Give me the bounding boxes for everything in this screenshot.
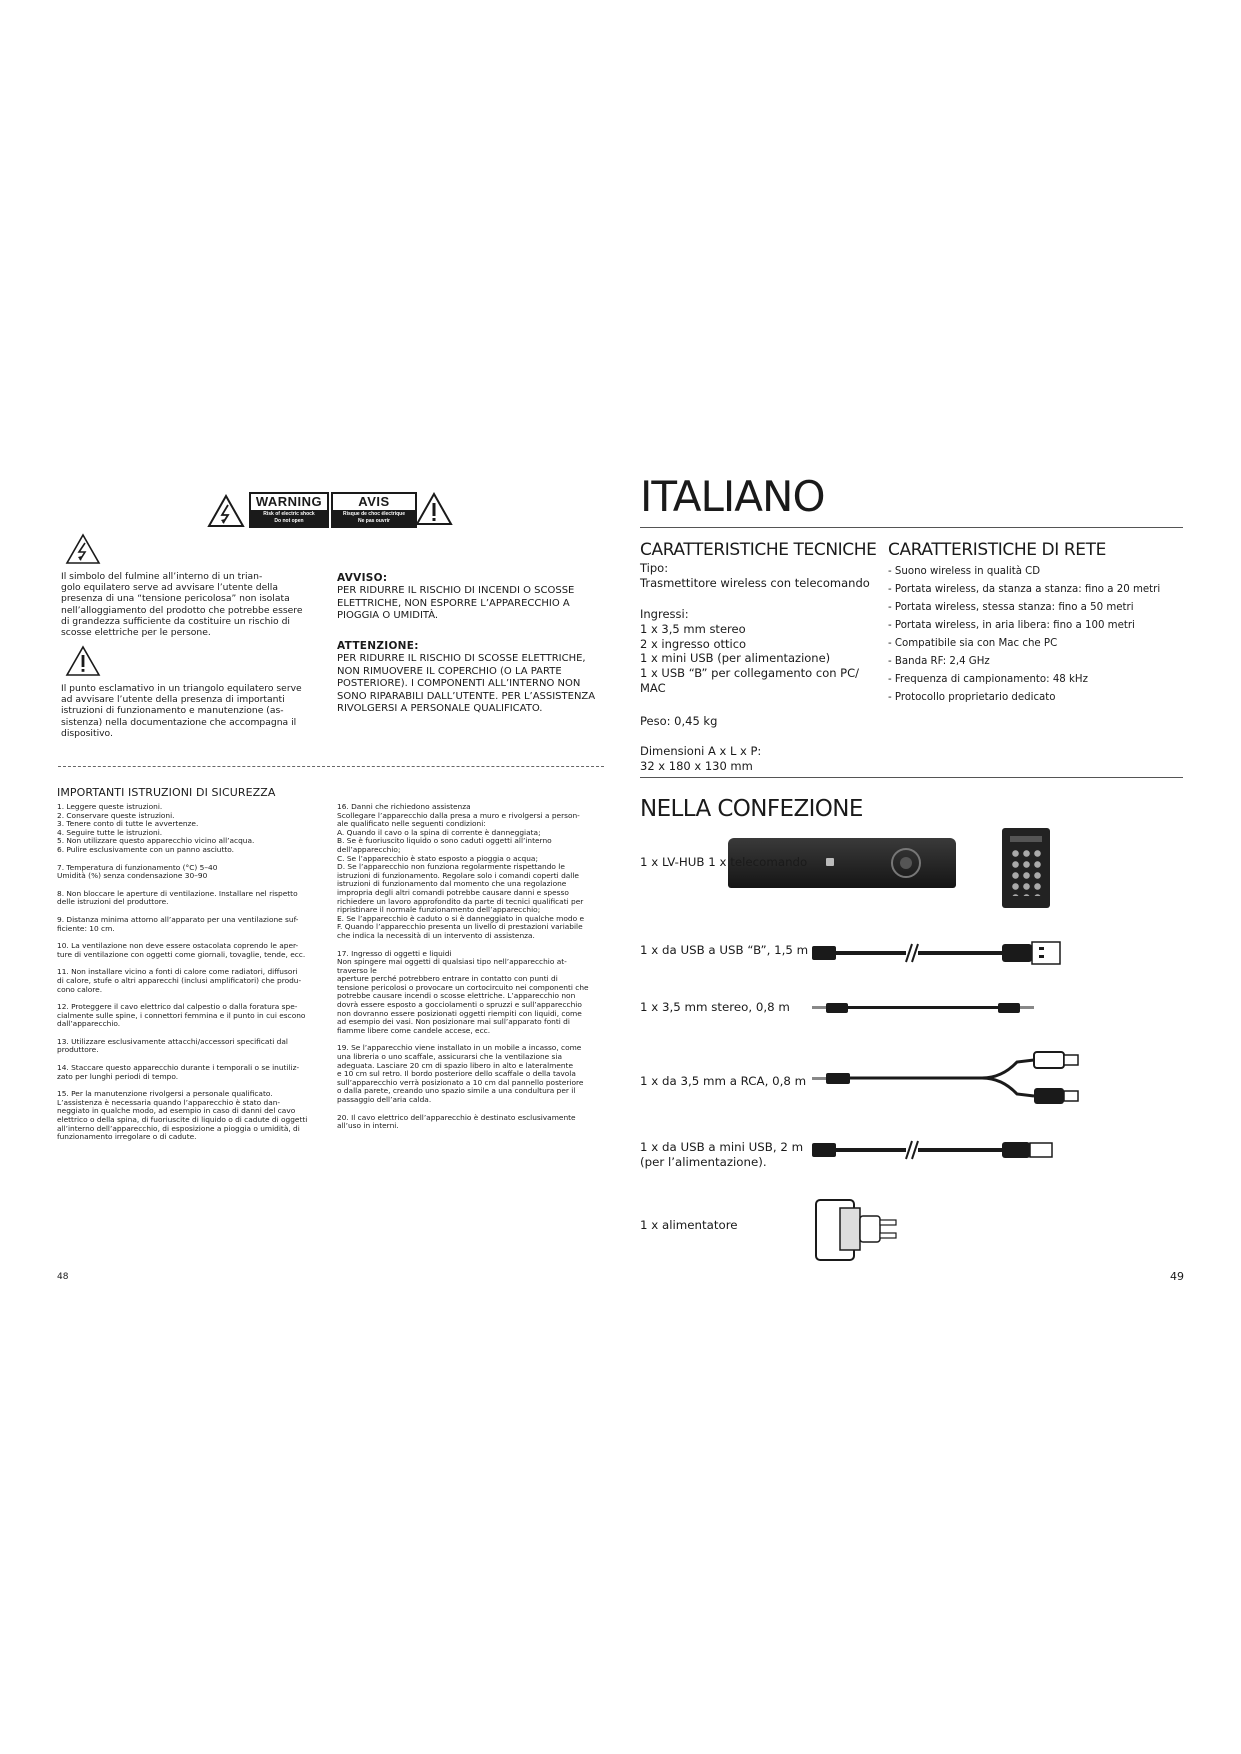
tech-weight: Peso: 0,45 kg bbox=[640, 714, 718, 728]
tech-specs-title: CARATTERISTICHE TECNICHE bbox=[640, 540, 877, 560]
safety-item-8: 8. Non bloccare le aperture di ventilazione. Installare nel rispetto delle istruzioni del produttore. bbox=[57, 888, 298, 907]
box-item-stereo: 1 x 3,5 mm stereo, 0,8 m bbox=[640, 1000, 790, 1014]
warning-header bbox=[207, 492, 443, 528]
safety-item-10: 10. La ventilazione non deve essere ostacolata coprendo le aper- ture di ventilazione con oggetti come giornali, tovaglie, tende, ecc. bbox=[57, 941, 306, 959]
safety-item-12: 12. Proteggere il cavo elettrico dal calpestio o dalla foratura spe- cialmente sulle spine, i connettori femmina e il punto in cui escono dall’apparecchio. bbox=[57, 1002, 306, 1029]
avis-badge-line2: Ne pas ouvrir bbox=[358, 518, 390, 524]
exclamation-symbol-icon bbox=[65, 645, 101, 677]
safety-item-9: 9. Distanza minima attorno all’apparato per una ventilazione suf- ficiente: 10 cm. bbox=[57, 914, 299, 933]
exclamation-description: Il punto esclamativo in un triangolo equilatero serve ad avvisare l’utente della presenza di importanti istruzioni di funzionamento e manutenzione (as- sistenza) nella documentazione che accompagna il dispositivo. bbox=[61, 683, 302, 739]
stereo-cable-image bbox=[812, 998, 1034, 1018]
safety-item-13: 13. Utilizzare esclusivamente attacchi/accessori specificati dal produttore. bbox=[57, 1036, 288, 1055]
warning-badge-subtitle bbox=[251, 510, 327, 527]
network-specs-list bbox=[888, 563, 1188, 707]
safety-item-7: 7. Temperatura di funzionamento (°C) 5–40 Umidità (%) senza condensazione 30–90 bbox=[57, 862, 218, 881]
usb-b-cable-image bbox=[812, 938, 1064, 968]
network-spec-item: - Compatibile sia con Mac che PC bbox=[888, 638, 1058, 649]
avis-badge-title: AVIS bbox=[358, 494, 390, 509]
power-adapter-image bbox=[812, 1194, 904, 1264]
network-spec-item: - Portata wireless, da stanza a stanza: fino a 20 metri bbox=[888, 584, 1161, 595]
remote-control-image bbox=[1002, 828, 1050, 908]
box-item-usb-b: 1 x da USB a USB “B”, 1,5 m bbox=[640, 943, 809, 957]
page-number-right: 49 bbox=[1170, 1270, 1184, 1283]
network-spec-item: - Portata wireless, stessa stanza: fino a 50 metri bbox=[888, 602, 1134, 613]
safety-column-2 bbox=[337, 803, 605, 1131]
safety-item-15: 15. Per la manutenzione rivolgersi a personale qualificato. L’assistenza è necessaria quando l’apparecchio è stato dan- neggiato in qualche modo, ad esempio in caso di danni del cavo elettrico o della spina, di fuoriuscite di liquido o di cadute di oggetti all’interno dell’apparecchio, di esposizione a pioggia o umidità, di funzionamento irregolare o di cadute. bbox=[57, 1089, 308, 1142]
tech-type: Tipo: Trasmettitore wireless con telecomando bbox=[640, 561, 870, 590]
network-spec-item: - Portata wireless, in aria libera: fino a 100 metri bbox=[888, 620, 1135, 631]
avis-badge-subtitle bbox=[333, 510, 415, 527]
box-item-power-adapter: 1 x alimentatore bbox=[640, 1218, 738, 1232]
network-spec-item: - Frequenza di campionamento: 48 kHz bbox=[888, 674, 1088, 685]
attenzione-text: PER RIDURRE IL RISCHIO DI SCOSSE ELETTRICHE, NON RIMUOVERE IL COPERCHIO (O LA PARTE POSTERIORE). I COMPONENTI ALL’INTERNO NON SONO RIPARABILI DALL’UTENTE. PER L’ASSISTENZA RIVOLGERSI A PERSONALE QUALIFICATO. bbox=[337, 653, 596, 715]
rca-cable-image bbox=[812, 1048, 1084, 1110]
exclamation-triangle-icon bbox=[415, 492, 453, 526]
remote-display bbox=[1010, 836, 1042, 842]
safety-item-20: 20. Il cavo elettrico dell’apparecchio è destinato esclusivamente all’uso in interni. bbox=[337, 1112, 576, 1131]
network-spec-item: - Protocollo proprietario dedicato bbox=[888, 692, 1056, 703]
network-spec-item: - Banda RF: 2,4 GHz bbox=[888, 656, 990, 667]
remote-buttons bbox=[1010, 848, 1042, 896]
avis-badge-line1: Risque de choc électrique bbox=[343, 511, 405, 517]
page-number-left: 48 bbox=[57, 1272, 69, 1282]
title-rule bbox=[640, 527, 1183, 528]
safety-item-19: 19. Se l’apparecchio viene installato in un mobile a incasso, come una libreria o uno scaffale, assicurarsi che la ventilazione sia adeguata. Lasciare 20 cm di spazio libero in alto e lateralmente e 10 cm sul retro. Il bordo posteriore dello scaffale o della tavola sull’apparecchio verrà posizionato a 10 cm dal pannello posteriore o dalla parete, creando uno spazio simile a una condultura per il passaggio dell’aria calda. bbox=[337, 1043, 584, 1104]
safety-title: IMPORTANTI ISTRUZIONI DI SICUREZZA bbox=[57, 786, 276, 799]
hub-logo bbox=[826, 858, 834, 866]
box-contents-title: NELLA CONFEZIONE bbox=[640, 796, 863, 822]
tech-dimensions: Dimensioni A x L x P: 32 x 180 x 130 mm bbox=[640, 744, 762, 773]
tech-inputs: Ingressi: 1 x 3,5 mm stereo 2 x ingresso ottico 1 x mini USB (per alimentazione) 1 x USB “B” per collegamento con PC/ MAC bbox=[640, 607, 860, 695]
specs-rule bbox=[640, 777, 1183, 778]
lightning-description: Il simbolo del fulmine all’interno di un trian- golo equilatero serve ad avvisare l’utente della presenza di una “tensione pericolosa” non isolata nell’alloggiamento del prodotto che potrebbe essere di grandezza sufficiente da costituire un rischio di scosse elettriche per le persone. bbox=[61, 571, 303, 639]
attenzione-title: ATTENZIONE: bbox=[337, 640, 419, 652]
hub-control-center bbox=[900, 857, 912, 869]
lightning-symbol-icon bbox=[65, 533, 101, 565]
safety-item-11: 11. Non installare vicino a fonti di calore come radiatori, diffusori di calore, stufe o altri apparecchi (inclusi amplificatori) che produ- cono calore. bbox=[57, 967, 302, 994]
safety-column-1 bbox=[57, 803, 322, 1142]
box-item-hub: 1 x LV-HUB 1 x telecomando bbox=[640, 855, 808, 869]
box-item-rca: 1 x da 3,5 mm a RCA, 0,8 m bbox=[640, 1074, 807, 1088]
avis-badge bbox=[331, 492, 417, 528]
avviso-title: AVVISO: bbox=[337, 572, 388, 584]
safety-item-14: 14. Staccare questo apparecchio durante i temporali o se inutiliz- zato per lunghi periodi di tempo. bbox=[57, 1063, 300, 1081]
avviso-text: PER RIDURRE IL RISCHIO DI INCENDI O SCOSSE ELETTRICHE, NON ESPORRE L’APPARECCHIO A PIOGGIA O UMIDITÀ. bbox=[337, 585, 575, 622]
warning-badge bbox=[249, 492, 329, 528]
safety-item-1-6: 1. Leggere queste istruzioni. 2. Conservare queste istruzioni. 3. Tenere conto di tutte le avvertenze. 4. Seguire tutte le istruzioni. 5. Non utilizzare questo apparecchio vicino all’acqua. 6. Pulire esclusivamente con un panno asciutto. bbox=[57, 802, 255, 854]
safety-item-17: 17. Ingresso di oggetti e liquidi Non spingere mai oggetti di qualsiasi tipo nell’apparecchio at- traverso le aperture perché potrebbero entrare in contatto con punti di tensione pericolosi o provocare un cortocircuito nei componenti che potrebbe causare incendi o scosse elettriche. L’apparecchio non dovrà essere esposto a gocciolamenti o spruzzi e sull’apparecchio non dovranno essere posizionati oggetti riempiti con liquidi, come ad esempio dei vasi. Non posizionare mai sull’apparato fonti di fiamme libere come candele accese, ecc. bbox=[337, 948, 589, 1035]
lightning-triangle-icon bbox=[207, 494, 245, 528]
network-specs-title: CARATTERISTICHE DI RETE bbox=[888, 540, 1106, 560]
box-item-mini-usb: 1 x da USB a mini USB, 2 m (per l’alimentazione). bbox=[640, 1140, 804, 1169]
network-spec-item: - Suono wireless in qualità CD bbox=[888, 566, 1041, 577]
section-divider bbox=[58, 766, 604, 767]
mini-usb-cable-image bbox=[812, 1138, 1056, 1162]
page-title: ITALIANO bbox=[640, 472, 825, 521]
warning-badge-title: WARNING bbox=[255, 494, 323, 509]
warning-badge-line1: Risk of electric shock bbox=[263, 511, 315, 517]
safety-item-16: 16. Danni che richiedono assistenza Scollegare l’apparecchio dalla presa a muro e rivolgersi a person- ale qualificato nelle seguenti condizioni: A. Quando il cavo o la spina di corrente è danneggiata; B. Se è fuoriuscito liquido o sono caduti oggetti all’interno dell’apparecchio; C. Se l’apparecchio è stato esposto a pioggia o acqua; D. Se l’apparecchio non funziona regolarmente rispettando le istruzioni di funzionamento. Regolare solo i comandi coperti dalle istruzioni di funzionamento dal momento che una regolazione impropria degli altri comandi potrebbe causare danni e spesso richiedere un lavoro approfondito da parte di tecnici qualificati per ripristinare il normale funzionamento dell’apparecchio; E. Se l’apparecchio è caduto o si è danneggiato in qualche modo e F. Quando l’apparecchio presenta un livello di prestazioni variabile che indica la necessità di un intervento di assistenza. bbox=[337, 802, 584, 940]
warning-badge-line2: Do not open bbox=[274, 518, 304, 524]
